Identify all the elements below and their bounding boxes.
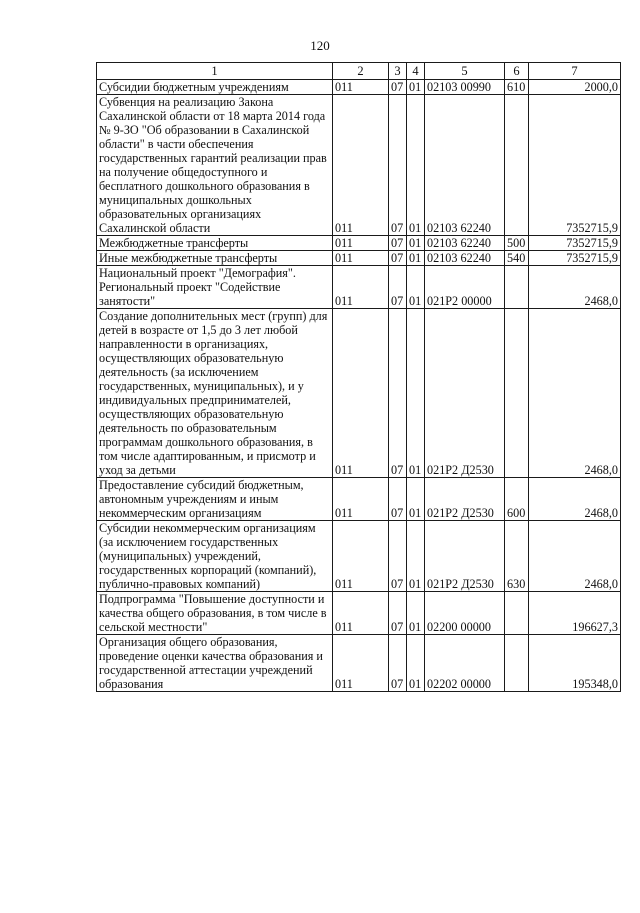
row-pr: 01 xyxy=(407,80,425,95)
header-col-1: 1 xyxy=(97,63,333,80)
row-sum: 2468,0 xyxy=(529,478,621,521)
row-pr: 01 xyxy=(407,309,425,478)
header-col-6: 6 xyxy=(505,63,529,80)
row-vr xyxy=(505,95,529,236)
table-row xyxy=(97,478,621,521)
row-csr: 02200 00000 xyxy=(425,592,505,635)
row-rz: 07 xyxy=(389,80,407,95)
row-vr: 600 xyxy=(505,478,529,521)
row-rz: 07 xyxy=(389,635,407,692)
row-rz: 07 xyxy=(389,236,407,251)
row-vr xyxy=(505,592,529,635)
row-vr: 630 xyxy=(505,521,529,592)
row-vr: 540 xyxy=(505,251,529,266)
row-pr: 01 xyxy=(407,478,425,521)
row-sum: 195348,0 xyxy=(529,635,621,692)
table-row xyxy=(97,80,621,95)
table-row xyxy=(97,521,621,592)
row-grbs: 011 xyxy=(333,521,389,592)
row-pr: 01 xyxy=(407,521,425,592)
row-rz: 07 xyxy=(389,592,407,635)
row-sum: 2468,0 xyxy=(529,309,621,478)
table-row xyxy=(97,266,621,309)
row-rz: 07 xyxy=(389,521,407,592)
row-name: Субсидии бюджетным учреждениям xyxy=(97,80,333,95)
header-col-3: 3 xyxy=(389,63,407,80)
header-col-7: 7 xyxy=(529,63,621,80)
table-row xyxy=(97,236,621,251)
row-pr: 01 xyxy=(407,635,425,692)
header-row xyxy=(97,63,621,80)
row-vr xyxy=(505,309,529,478)
row-sum: 7352715,9 xyxy=(529,251,621,266)
table-row xyxy=(97,592,621,635)
row-sum: 2468,0 xyxy=(529,521,621,592)
row-pr: 01 xyxy=(407,266,425,309)
row-grbs: 011 xyxy=(333,478,389,521)
row-csr: 021Р2 Д2530 xyxy=(425,478,505,521)
header-col-2: 2 xyxy=(333,63,389,80)
row-csr: 02103 00990 xyxy=(425,80,505,95)
header-col-5: 5 xyxy=(425,63,505,80)
row-name: Межбюджетные трансферты xyxy=(97,236,333,251)
row-grbs: 011 xyxy=(333,592,389,635)
row-vr xyxy=(505,635,529,692)
row-name: Иные межбюджетные трансферты xyxy=(97,251,333,266)
row-pr: 01 xyxy=(407,251,425,266)
row-csr: 021Р2 Д2530 xyxy=(425,309,505,478)
row-csr: 02103 62240 xyxy=(425,95,505,236)
row-rz: 07 xyxy=(389,309,407,478)
row-name: Предоставление субсидий бюджетным, автономным учреждениям и иным некоммерческим организациям xyxy=(97,478,333,521)
row-name: Создание дополнительных мест (групп) для детей в возрасте от 1,5 до 3 лет любой направленности в организациях, осуществляющих образовательную деятельность (за исключением государственных, муниципальных), и у индивидуальных предпринимателей, осуществляющих образовательную деятельность по образовательным программам дошкольного образования, в том числе адаптированным, и присмотр и уход за детьми xyxy=(97,309,333,478)
row-name: Субвенция на реализацию Закона Сахалинской области от 18 марта 2014 года № 9-ЗО "Об образовании в Сахалинской области" в части обеспечения государственных гарантий реализации прав на получение общедоступного и бесплатного дошкольного образования в муниципальных дошкольных образовательных организациях Сахалинской области xyxy=(97,95,333,236)
row-grbs: 011 xyxy=(333,236,389,251)
row-grbs: 011 xyxy=(333,266,389,309)
row-rz: 07 xyxy=(389,95,407,236)
row-rz: 07 xyxy=(389,266,407,309)
row-pr: 01 xyxy=(407,95,425,236)
row-sum: 2000,0 xyxy=(529,80,621,95)
table-row xyxy=(97,309,621,478)
page-number: 120 xyxy=(310,38,330,53)
row-csr: 021Р2 00000 xyxy=(425,266,505,309)
row-name: Субсидии некоммерческим организациям (за исключением государственных (муниципальных) учреждений, государственных корпораций (компаний), публично-правовых компаний) xyxy=(97,521,333,592)
table-row xyxy=(97,635,621,692)
header-col-4: 4 xyxy=(407,63,425,80)
row-vr xyxy=(505,266,529,309)
row-vr: 610 xyxy=(505,80,529,95)
row-pr: 01 xyxy=(407,592,425,635)
row-sum: 7352715,9 xyxy=(529,236,621,251)
row-grbs: 011 xyxy=(333,635,389,692)
row-sum: 2468,0 xyxy=(529,266,621,309)
row-pr: 01 xyxy=(407,236,425,251)
row-rz: 07 xyxy=(389,478,407,521)
row-csr: 02103 62240 xyxy=(425,236,505,251)
row-vr: 500 xyxy=(505,236,529,251)
row-sum: 7352715,9 xyxy=(529,95,621,236)
row-sum: 196627,3 xyxy=(529,592,621,635)
budget-table xyxy=(96,62,621,692)
row-csr: 021Р2 Д2530 xyxy=(425,521,505,592)
row-grbs: 011 xyxy=(333,80,389,95)
row-csr: 02103 62240 xyxy=(425,251,505,266)
row-name: Организация общего образования, проведение оценки качества образования и государственной аттестации учреждений образования xyxy=(97,635,333,692)
row-grbs: 011 xyxy=(333,251,389,266)
row-grbs: 011 xyxy=(333,95,389,236)
row-name: Подпрограмма "Повышение доступности и качества общего образования, в том числе в сельской местности" xyxy=(97,592,333,635)
table-row xyxy=(97,95,621,236)
row-grbs: 011 xyxy=(333,309,389,478)
row-name: Национальный проект "Демография". Региональный проект "Содействие занятости" xyxy=(97,266,333,309)
row-rz: 07 xyxy=(389,251,407,266)
row-csr: 02202 00000 xyxy=(425,635,505,692)
table-row xyxy=(97,251,621,266)
